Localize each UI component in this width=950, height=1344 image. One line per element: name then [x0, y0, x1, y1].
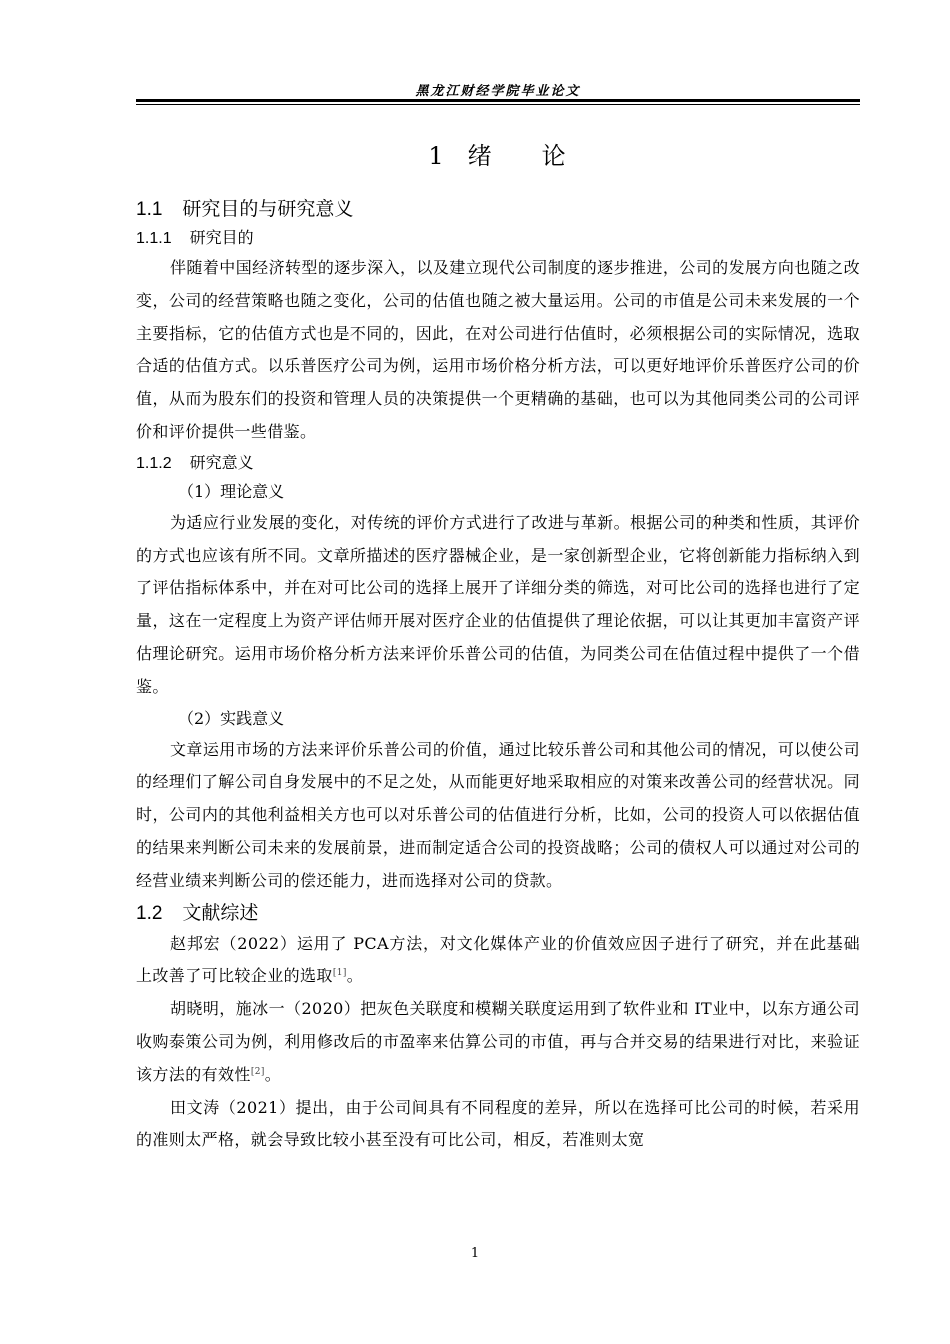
paragraph-literature-1: [136, 928, 860, 994]
literature-end: 。: [346, 966, 364, 986]
header-rule-thick: [136, 99, 860, 102]
section-title: 文献综述: [182, 901, 259, 924]
paragraph-research-purpose: 伴随着中国经济转型的逐步深入，以及建立现代公司制度的逐步推进，公司的发展方向也随之改变，公司的经营策略也随之变化，公司的估值也随之被大量运用。公司的市值是公司未来发展的一个主要指标，它的估值方式也是不同的，因此，在对公司进行估值时，必须根据公司的实际情况，选取合适的估值方式。以乐普医疗公司为例，运用市场价格分析方法，可以更好地评价乐普医疗公司的价值，从而为股东们的投资和管理人员的决策提供一个更精确的基础，也可以为其他同类公司的公司评价和评价提供一些借鉴。: [136, 258, 860, 441]
chapter-title-char-2: 论: [541, 142, 568, 170]
paragraph-literature-2: [136, 993, 860, 1091]
subsection-title: 研究意义: [189, 452, 254, 472]
page-content: [136, 136, 860, 1157]
chapter-title-char-1: 绪: [467, 142, 494, 170]
paragraph-theory-significance: 为适应行业发展的变化，对传统的评价方式进行了改进与革新。根据公司的种类和性质，其评价的方式也应该有所不同。文章所描述的医疗器械企业，是一家创新型企业，它将创新能力指标纳入到了评估指标体系中，并在对可比公司的选择上展开了详细分类的筛选，对可比公司的选择也进行了定量，这在一定程度上为资产评估师开展对医疗企业的估值提供了理论依据，可以让其更加丰富资产评估理论研究。运用市场价格分析方法来评价乐普公司的估值，为同类公司在估值过程中提供了一个借鉴。: [136, 512, 860, 696]
subsection-heading-1-1-1: [136, 224, 860, 252]
literature-text: 赵邦宏（2022）运用了 PCA方法，对文化媒体产业的价值效应因子进行了研究，并在此基础上改善了可比较企业的选取: [136, 933, 860, 986]
chapter-number: 1: [428, 142, 446, 170]
page-number: 1: [470, 1246, 480, 1261]
section-title: 研究目的与研究意义: [182, 198, 354, 220]
sub-heading-practice: （2）实践意义: [178, 708, 285, 728]
citation-ref: [2]: [250, 1066, 265, 1077]
section-heading-1-2: [136, 898, 860, 928]
subsection-heading-1-1-2: [136, 449, 860, 477]
running-header: 黑龙江财经学院毕业论文: [415, 84, 581, 99]
section-number: 1.2: [136, 902, 163, 924]
literature-end: 。: [264, 1064, 282, 1084]
header-rule-thin: [136, 104, 860, 105]
citation-ref: [1]: [332, 968, 347, 979]
section-number: 1.1: [136, 199, 163, 220]
subsection-number: 1.1.2: [136, 454, 172, 472]
sub-heading-theory: （1）理论意义: [178, 481, 285, 501]
section-heading-1-1: [136, 194, 860, 224]
subsection-title: 研究目的: [189, 228, 254, 247]
subsection-number: 1.1.1: [136, 230, 172, 247]
paragraph-practice-significance: 文章运用市场的方法来评价乐普公司的价值，通过比较乐普公司和其他公司的情况，可以使公司的经理们了解公司自身发展中的不足之处，从而能更好地采取相应的对策来改善公司的经营状况。同时，公司内的其他利益相关方也可以对乐普公司的估值进行分析，比如，公司的投资人可以依据估值的结果来判断公司未来的发展前景，进而制定适合公司的投资战略；公司的债权人可以通过对公司的经营业绩来判断公司的偿还能力，进而选择对公司的贷款。: [136, 739, 860, 890]
chapter-title: [136, 136, 860, 176]
literature-text: 胡晓明，施冰一（2020）把灰色关联度和模糊关联度运用到了软件业和 IT业中，以东方通公司收购泰策公司为例，利用修改后的市盈率来估算公司的市值，再与合并交易的结果进行对比，来验证该方法的有效性: [136, 999, 860, 1084]
paragraph-literature-3: 田文涛（2021）提出，由于公司间具有不同程度的差异，所以在选择可比公司的时候，若采用的准则太严格，就会导致比较小甚至没有可比公司，相反，若准则太宽: [136, 1097, 860, 1150]
